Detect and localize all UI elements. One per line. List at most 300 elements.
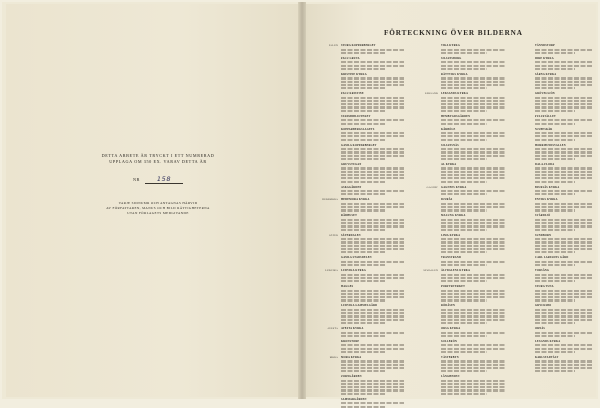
index-entry-body-line xyxy=(441,148,506,150)
index-entry-body-line xyxy=(535,177,592,179)
index-entry-location xyxy=(318,256,341,266)
index-entry-body-line xyxy=(341,148,404,150)
index-entry-body-line xyxy=(441,203,506,205)
index-entry-location xyxy=(512,327,535,337)
index-entry-body-line xyxy=(441,155,506,157)
index-entry-text xyxy=(441,163,506,183)
index-entry xyxy=(318,144,404,161)
index-entry-text xyxy=(441,214,506,231)
index-entry-body-line xyxy=(341,393,385,395)
index-entry xyxy=(512,198,592,211)
index-entry-body-line xyxy=(535,348,592,350)
index-entry-location: LEKSAND xyxy=(424,92,438,96)
index-entry-title: VIKA KYRKA xyxy=(441,44,460,47)
index-entry xyxy=(418,144,506,161)
index-entry-text xyxy=(341,304,404,324)
index-entry-location xyxy=(512,144,535,161)
index-entry-title: IDRE KYRKA xyxy=(535,56,554,60)
index-entry xyxy=(318,44,404,54)
index-entry-body-line xyxy=(441,393,487,395)
index-entry-location xyxy=(512,128,535,141)
index-entry-body-line xyxy=(441,386,506,388)
index-entry-body-line xyxy=(341,100,404,102)
index-entry xyxy=(512,269,592,282)
index-entry xyxy=(512,234,592,254)
index-entry-location: LUDVIKA xyxy=(325,269,338,273)
index-entry xyxy=(318,269,404,282)
index-entry-title: TRANSTRAND xyxy=(441,256,462,260)
index-entry-body-line xyxy=(441,103,506,105)
index-entry-body-line xyxy=(341,264,385,266)
index-entry xyxy=(318,115,404,125)
index-entry-text xyxy=(341,57,404,70)
index-entry-body-line xyxy=(441,135,506,137)
index-entry-location xyxy=(512,234,535,254)
index-entry-text xyxy=(535,356,592,373)
index-entry-text xyxy=(341,128,404,141)
index-entry-text xyxy=(341,73,404,90)
index-entry-body-line xyxy=(535,148,592,150)
index-entry-body-line xyxy=(535,139,575,141)
index-entry-body-line xyxy=(441,100,506,102)
index-entry-body-line xyxy=(341,225,404,227)
index-entry-title: FALU KRISTINE xyxy=(341,92,364,96)
index-entry-title: RÄTTVIKS KYRKA xyxy=(441,72,468,76)
page-title: FÖRTECKNING ÖVER BILDERNA xyxy=(384,29,523,37)
index-entry-title: ASKAGÅRDEN xyxy=(341,185,362,189)
index-entry-location xyxy=(318,398,341,408)
index-entry-body-line xyxy=(441,351,487,353)
index-entry-text xyxy=(441,285,506,302)
index-entry-body-line xyxy=(341,203,404,205)
index-entry-body-line xyxy=(341,312,404,314)
index-entry-title: BJURSÅS KYRKA xyxy=(535,185,560,189)
index-entry-text xyxy=(441,375,506,395)
index-entry-body-line xyxy=(341,364,404,366)
index-entry xyxy=(318,340,404,353)
index-entry-location xyxy=(512,285,535,302)
index-entry-title: GAMLA STADSDELEN xyxy=(341,256,372,260)
index-entry-body-line xyxy=(341,380,404,382)
index-entry-text xyxy=(341,214,404,231)
index-entry-title: CARL LARSSONS GÅRD xyxy=(535,256,569,260)
index-entry-title: DALA-FLODA xyxy=(535,162,555,166)
index-entry xyxy=(318,256,404,266)
index-entry-body-line xyxy=(441,364,506,366)
index-entry-body-line xyxy=(535,274,592,276)
index-entry-location xyxy=(418,115,441,125)
index-entry-title: KOPPARBERGSLAGETS xyxy=(341,127,375,131)
index-entry-title: HAGGES xyxy=(341,285,354,289)
index-entry-body-line xyxy=(535,132,592,134)
index-entry-body-line xyxy=(441,264,487,266)
index-entry-body-line xyxy=(441,274,506,276)
index-entry xyxy=(318,234,404,254)
index-entry-body-line xyxy=(535,219,592,221)
index-entry-text xyxy=(341,340,404,353)
index-entry-body-line xyxy=(341,97,404,99)
index-entry-body-line xyxy=(535,100,592,102)
index-entry-title: STORA KOPPARBERGET xyxy=(341,44,376,47)
index-entry-body-line xyxy=(441,151,506,153)
index-entry-body-line xyxy=(535,264,575,266)
index-entry-location xyxy=(318,128,341,141)
index-entry-body-line xyxy=(535,312,592,314)
index-entry-body-line xyxy=(535,309,592,311)
index-entry-body-line xyxy=(341,77,404,79)
index-entry-location xyxy=(418,256,441,266)
index-entry-text xyxy=(341,375,404,395)
index-entry xyxy=(512,57,592,70)
index-entry-title: SÄRNA KYRKA xyxy=(535,72,557,76)
index-entry xyxy=(418,375,506,395)
index-entry-location xyxy=(318,375,341,395)
index-entry xyxy=(512,356,592,373)
index-entry-text xyxy=(341,92,404,112)
index-entry-location: HEDEMORA xyxy=(322,198,338,202)
index-entry-body-line xyxy=(341,151,404,153)
index-entry-body-line xyxy=(441,106,506,108)
index-entry-body-line xyxy=(341,103,404,105)
index-entry-text xyxy=(441,92,506,112)
index-entry xyxy=(418,115,506,125)
index-entry-body-line xyxy=(535,103,592,105)
index-entry-body-line xyxy=(535,261,592,263)
index-entry-body-line xyxy=(341,219,404,221)
index-entry-body-line xyxy=(535,135,592,137)
index-entry-body-line xyxy=(341,171,404,173)
index-entry-location xyxy=(418,214,441,231)
index-entry-body-line xyxy=(441,219,506,221)
index-entry-body-line xyxy=(535,158,575,160)
index-entry-body-line xyxy=(441,299,487,301)
index-entry-text xyxy=(341,186,404,196)
index-entry-location xyxy=(418,44,441,54)
index-entry-title: STORA TUNA xyxy=(535,285,554,289)
edition-number-row xyxy=(78,176,238,184)
index-entry-text xyxy=(441,256,506,266)
index-entry-body-line xyxy=(441,193,487,195)
index-entry-body-line xyxy=(341,296,404,298)
index-entry-body-line xyxy=(341,335,385,337)
index-entry xyxy=(418,340,506,353)
index-entry xyxy=(318,327,404,337)
index-entry-body-line xyxy=(341,319,404,321)
index-entry-text xyxy=(441,44,506,54)
index-entry-body-line xyxy=(535,344,592,346)
index-entry-text xyxy=(441,186,506,196)
index-entry-body-line xyxy=(341,360,404,362)
index-entry xyxy=(318,285,404,302)
index-entry-title: GRUVSTUGAN xyxy=(341,162,362,166)
index-entry-body-line xyxy=(441,139,487,141)
rights-notice-line-1: VARJE SIDNUMR OCH ANTAGNAS HÄRVID xyxy=(118,200,198,205)
index-entry-body-line xyxy=(441,389,506,391)
index-entry-location xyxy=(418,163,441,183)
colophon-line-1: DETTA ARBETE ÄR TRYCKT I ETT NUMRERAD xyxy=(101,153,215,158)
index-entry xyxy=(512,163,592,183)
index-entry-body-line xyxy=(341,87,385,89)
index-entry-location xyxy=(418,304,441,324)
index-entry-body-line xyxy=(535,225,592,227)
index-entry-body-line xyxy=(341,322,385,324)
index-entry-body-line xyxy=(535,181,575,183)
index-entry-body-line xyxy=(441,209,487,211)
index-entry-body-line xyxy=(441,77,506,79)
index-entry-location xyxy=(318,73,341,90)
index-entry-body-line xyxy=(535,238,592,240)
index-entry-body-line xyxy=(441,181,487,183)
index-entry-location xyxy=(418,327,441,337)
index-entry xyxy=(318,304,404,324)
index-entry-body-line xyxy=(441,84,506,86)
index-entry-body-line xyxy=(441,222,506,224)
index-entry-text xyxy=(535,128,592,141)
index-entry-body-line xyxy=(535,151,592,153)
index-entry xyxy=(418,234,506,254)
index-entry-body-line xyxy=(535,68,575,70)
index-entry-text xyxy=(341,398,404,408)
index-entry-body-line xyxy=(341,177,404,179)
index-entry-body-line xyxy=(341,293,404,295)
index-entry-location xyxy=(318,115,341,125)
index-column-3 xyxy=(512,44,592,379)
index-entry xyxy=(512,186,592,196)
index-entry-body-line xyxy=(441,68,487,70)
index-entry-text xyxy=(535,57,592,70)
index-entry-text xyxy=(341,198,404,211)
index-entry-text xyxy=(441,304,506,324)
index-entry-location: AVESTA xyxy=(327,327,338,330)
index-entry xyxy=(418,57,506,70)
index-entry-body-line xyxy=(441,312,506,314)
index-entry-body-line xyxy=(341,274,404,276)
index-entry-title: ORSA KYRKA xyxy=(441,327,461,330)
index-entry-location xyxy=(318,144,341,161)
index-entry-body-line xyxy=(441,296,506,298)
index-entry-body-line xyxy=(535,97,592,99)
index-entry-body-line xyxy=(535,206,592,208)
index-entry-body-line xyxy=(341,84,404,86)
index-entry-body-line xyxy=(441,206,506,208)
index-entry-title: ENVIKS KYRKA xyxy=(535,198,558,202)
index-entry-location xyxy=(418,285,441,302)
index-entry-body-line xyxy=(341,290,404,292)
index-entry xyxy=(318,92,404,112)
index-entry-text xyxy=(535,186,592,196)
index-entry-body-line xyxy=(341,65,404,67)
index-entry-body-line xyxy=(535,119,592,121)
index-entry-text xyxy=(341,163,404,183)
index-entry-body-line xyxy=(441,229,487,231)
index-entry-body-line xyxy=(441,225,506,227)
index-entry-title: HORRMUNDSVALLEN xyxy=(535,143,566,147)
index-entry-title: LEXANDS KYRKA xyxy=(535,339,561,343)
index-entry-body-line xyxy=(341,251,385,253)
index-entry-body-line xyxy=(341,68,385,70)
index-entry-body-line xyxy=(341,52,385,54)
index-entry-body-line xyxy=(441,348,506,350)
index-entry-body-line xyxy=(341,248,404,250)
index-entry-location: FALUN xyxy=(328,44,338,47)
index-entry-location xyxy=(318,214,341,231)
index-entry xyxy=(512,73,592,90)
index-entry-text xyxy=(341,44,404,54)
index-entry xyxy=(418,128,506,141)
index-entry-text xyxy=(535,234,592,254)
index-entry-title: TÄNNDSTORP xyxy=(535,44,555,47)
index-entry-location xyxy=(418,375,441,395)
index-entry-location xyxy=(512,214,535,231)
index-entry-body-line xyxy=(341,351,385,353)
index-entry-text xyxy=(535,256,592,266)
index-entry-body-line xyxy=(341,222,404,224)
index-entry-title: LIMA KYRKA xyxy=(441,233,461,237)
index-entry-body-line xyxy=(341,61,404,63)
index-entry-body-line xyxy=(341,367,404,369)
index-entry-text xyxy=(535,198,592,211)
index-entry-body-line xyxy=(441,167,506,169)
edition-number-label: NR xyxy=(132,176,141,182)
index-entry-text xyxy=(535,285,592,302)
index-entry-title: VÄSTERBYN xyxy=(441,355,459,359)
index-entry-body-line xyxy=(441,290,506,292)
index-entry xyxy=(318,214,404,231)
index-entry-body-line xyxy=(535,110,575,112)
index-entry-body-line xyxy=(535,123,575,125)
index-entry-body-line xyxy=(535,106,592,108)
index-entry-text xyxy=(441,115,506,125)
index-entry-body-line xyxy=(441,158,487,160)
index-entry-title: AVESTA KYRKA xyxy=(341,327,364,330)
index-entry-body-line xyxy=(535,367,592,369)
index-entry-title: ZORNGÅRDEN xyxy=(341,375,362,379)
index-entry-body-line xyxy=(535,87,575,89)
index-entry-text xyxy=(441,144,506,161)
index-entry-title: TORSÅNG xyxy=(535,269,550,273)
index-entry-body-line xyxy=(535,241,592,243)
index-entry-body-line xyxy=(341,406,385,408)
index-entry-body-line xyxy=(535,364,592,366)
index-entry-body-line xyxy=(341,139,385,141)
index-entry-title: MORA KYRKA xyxy=(341,355,362,359)
index-entry-body-line xyxy=(441,174,506,176)
book-gutter xyxy=(298,2,306,399)
index-entry-title: KRISTINE KYRKA xyxy=(341,72,367,76)
index-entry-body-line xyxy=(341,348,404,350)
index-entry-body-line xyxy=(535,81,592,83)
index-entry xyxy=(512,144,592,161)
index-entry-body-line xyxy=(341,299,385,301)
index-entry-body-line xyxy=(341,190,404,192)
index-entry-body-line xyxy=(441,238,506,240)
index-entry-title: DJURÅS xyxy=(441,198,453,202)
index-entry-body-line xyxy=(535,171,592,173)
colophon-line-2: UPPLAGA OM 350 EX. VARAV DETTA ÄR xyxy=(109,159,207,165)
index-entry-body-line xyxy=(341,206,404,208)
index-entry-body-line xyxy=(341,238,404,240)
index-entry-body-line xyxy=(441,97,506,99)
index-entry xyxy=(318,186,404,196)
index-entry-text xyxy=(535,163,592,183)
index-entry-location xyxy=(512,340,535,353)
index-entry-title: FULUFJÄLLET xyxy=(535,114,556,118)
index-entry-body-line xyxy=(441,332,506,334)
index-entry-text xyxy=(441,128,506,141)
index-entry-title: GRÖVELSJÖN xyxy=(535,92,555,96)
index-entry-location xyxy=(418,340,441,353)
index-entry-text xyxy=(535,92,592,112)
index-entry-body-line xyxy=(535,190,592,192)
index-entry-text xyxy=(535,327,592,337)
index-entry-text xyxy=(441,198,506,211)
index-entry-body-line xyxy=(441,65,506,67)
index-entry-body-line xyxy=(535,65,592,67)
index-entry-location xyxy=(512,73,535,90)
index-entry-body-line xyxy=(341,229,385,231)
index-entry-text xyxy=(535,73,592,90)
index-entry-title: KÅRBÖLE xyxy=(441,127,456,131)
index-entry-title: RÖDÅSEN xyxy=(441,304,456,308)
index-entry-body-line xyxy=(441,344,506,346)
index-entry xyxy=(512,92,592,112)
index-entry-title: SAMMARGÅRDEN xyxy=(341,397,367,401)
index-entry xyxy=(512,327,592,337)
index-entry-body-line xyxy=(441,171,506,173)
index-entry xyxy=(512,304,592,324)
index-entry-title: SOLLERÖN xyxy=(441,339,458,343)
index-entry-body-line xyxy=(341,277,404,279)
edition-number-value: 158 xyxy=(156,174,172,183)
index-entry-body-line xyxy=(441,177,506,179)
index-entry-title: NJUPESKÄR xyxy=(535,127,553,131)
index-entry-title: LUDVIKA KYRKA xyxy=(341,269,367,273)
index-entry-location: ÄLVDALEN xyxy=(423,269,438,273)
index-entry-location: GAGNEF xyxy=(426,185,438,189)
index-entry-body-line xyxy=(341,261,404,263)
index-entry-body-line xyxy=(535,322,575,324)
index-entry-title: LEKSANDS KYRKA xyxy=(441,92,469,96)
index-entry-body-line xyxy=(535,360,592,362)
index-entry-title: PORFYRVERKET xyxy=(441,285,466,289)
index-entry-body-line xyxy=(441,81,506,83)
rights-notice-line-3: UTAN FÖRLAGETS MEDGIVANDE xyxy=(127,210,189,215)
index-entry-body-line xyxy=(441,248,506,250)
index-entry-title: MALUNG KYRKA xyxy=(441,214,466,218)
index-entry xyxy=(318,356,404,373)
index-entry-body-line xyxy=(341,174,404,176)
index-entry-body-line xyxy=(441,119,506,121)
index-entry-body-line xyxy=(441,335,487,337)
index-entry xyxy=(418,92,506,112)
rights-notice-line-2: AV FÖRFATTAREN, MANUS OCH BILD RÄTTIGHETERNA xyxy=(106,205,210,210)
index-entry-location xyxy=(512,44,535,54)
index-entry-body-line xyxy=(441,61,506,63)
index-entry-body-line xyxy=(341,155,404,157)
index-entry-body-line xyxy=(535,315,592,317)
index-entry-body-line xyxy=(441,293,506,295)
index-entry-body-line xyxy=(341,386,404,388)
index-entry-body-line xyxy=(535,335,575,337)
index-entry-text xyxy=(441,57,506,70)
index-entry-body-line xyxy=(535,370,575,372)
index-entry-body-line xyxy=(535,332,592,334)
index-entry xyxy=(318,198,404,211)
index-entry-body-line xyxy=(341,49,404,51)
index-entry-body-line xyxy=(341,389,404,391)
index-entry xyxy=(318,398,404,408)
index-entry-body-line xyxy=(441,309,506,311)
